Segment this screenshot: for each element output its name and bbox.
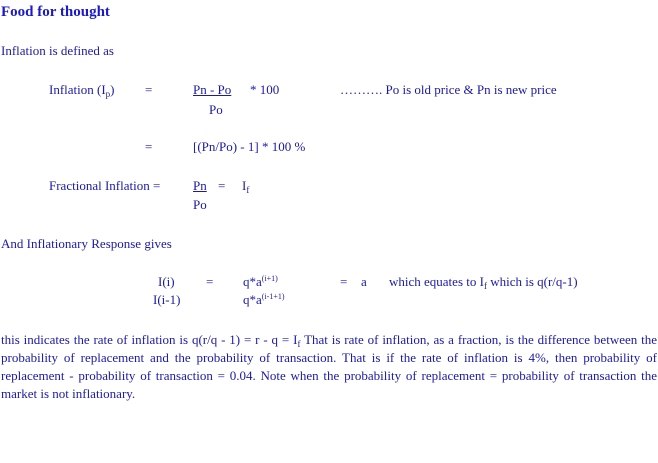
eq3-equals: =	[218, 178, 226, 193]
intro-text: Inflation is defined as	[1, 43, 114, 58]
eq3-denominator: Po	[193, 197, 207, 212]
eq4-den-right-sup: (i-1+1)	[261, 292, 285, 301]
eq3-rhs	[242, 178, 249, 194]
eq4-which-sub: f	[483, 281, 487, 291]
eq4-den-right	[243, 292, 285, 308]
response-intro-text: And Inflationary Response gives	[1, 236, 172, 251]
eq1-equals: =	[145, 82, 153, 97]
eq4-which-text	[389, 274, 578, 290]
eq4-num-right	[243, 274, 278, 290]
eq1-note: ………. Po is old price & Pn is new price	[340, 82, 557, 97]
eq4-a: a	[361, 274, 367, 289]
paragraph-part2: That is rate of inflation, as a fraction, is the difference between the probability of replacement and the probability of transaction. That is if the rate of inflation is 4%, then probability of replacement - probability of transaction = 0.04. Note when the probability of replacement = probability of transaction the market is not inflationary.	[1, 332, 657, 401]
paragraph-part1: this indicates the rate of inflation is q(r/q - 1) = r - q = I	[1, 332, 298, 347]
eq4-equals-2: =	[340, 274, 348, 289]
eq1-times: * 100	[250, 82, 280, 97]
eq2-equals: =	[145, 139, 153, 154]
page-title: Food for thought	[1, 4, 110, 20]
eq4-den-right-main: q*a	[243, 292, 262, 307]
inflation-label-main: Inflation (I	[49, 82, 106, 97]
eq4-num-right-sup: (i+1)	[261, 274, 278, 283]
eq4-num-right-main: q*a	[243, 274, 262, 289]
eq3-numerator: Pn	[193, 178, 207, 193]
eq4-num-left: I(i)	[158, 274, 175, 289]
inflation-label-sub: p	[105, 89, 111, 99]
eq3-rhs-sub: f	[246, 185, 250, 195]
eq4-den-left: I(i-1)	[153, 292, 181, 307]
eq3-rhs-main: I	[242, 178, 247, 193]
paragraph-sub: f	[297, 339, 301, 349]
inflation-label-close: )	[110, 82, 115, 97]
eq1-numerator: Pn - Po	[193, 82, 232, 97]
fractional-inflation-label: Fractional Inflation =	[49, 178, 161, 193]
eq1-denominator: Po	[209, 102, 223, 117]
inflation-label	[49, 82, 115, 98]
explanation-paragraph	[1, 331, 657, 403]
eq4-which-main: which equates to I	[389, 274, 484, 289]
eq2-rhs: [(Pn/Po) - 1] * 100 %	[193, 139, 306, 154]
eq4-equals-1: =	[206, 274, 214, 289]
eq4-which-tail: which is q(r/q-1)	[486, 274, 578, 289]
